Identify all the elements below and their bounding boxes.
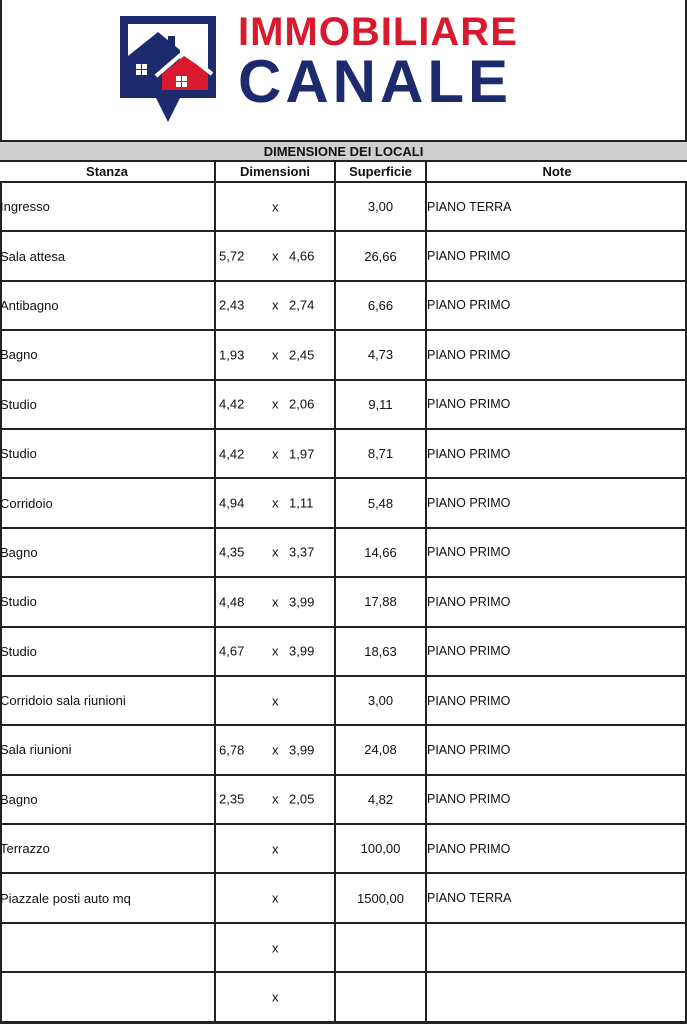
dimension-times: x bbox=[272, 791, 279, 807]
cell-superficie: 6,66 bbox=[335, 281, 426, 330]
cell-superficie: 14,66 bbox=[335, 528, 426, 577]
cell-superficie: 9,11 bbox=[335, 380, 426, 429]
brand-wordmark bbox=[238, 10, 568, 115]
cell-stanza: Studio bbox=[0, 380, 215, 429]
cell-superficie bbox=[335, 923, 426, 972]
brand-line-1: IMMOBILIARE bbox=[238, 10, 518, 54]
cell-superficie: 3,00 bbox=[335, 182, 426, 231]
dimensions-wrap bbox=[216, 430, 334, 477]
dimension-width: 1,97 bbox=[289, 446, 315, 462]
cell-superficie bbox=[335, 972, 426, 1021]
brand-line-2: CANALE bbox=[238, 48, 512, 115]
table-row bbox=[0, 231, 687, 280]
dimensions-wrap bbox=[216, 874, 334, 921]
cell-note: PIANO PRIMO bbox=[426, 478, 687, 527]
cell-note: PIANO PRIMO bbox=[426, 627, 687, 676]
dimensions-wrap bbox=[216, 825, 334, 872]
dimensions-wrap bbox=[216, 232, 334, 279]
header bbox=[0, 0, 687, 142]
dimension-times: x bbox=[272, 940, 279, 956]
dimension-length: 1,93 bbox=[219, 347, 245, 363]
cell-dimensioni bbox=[215, 775, 335, 824]
dimensions-wrap bbox=[216, 529, 334, 576]
dimension-times: x bbox=[272, 248, 279, 264]
table-row bbox=[0, 873, 687, 922]
dimensions-wrap bbox=[216, 381, 334, 428]
table-row bbox=[0, 824, 687, 873]
dimension-times: x bbox=[272, 396, 279, 412]
dimensions-wrap bbox=[216, 578, 334, 625]
cell-superficie: 4,73 bbox=[335, 330, 426, 379]
dimension-times: x bbox=[272, 297, 279, 313]
dimension-times: x bbox=[272, 594, 279, 610]
cell-dimensioni bbox=[215, 281, 335, 330]
cell-dimensioni bbox=[215, 577, 335, 626]
cell-note: PIANO PRIMO bbox=[426, 231, 687, 280]
dimension-times: x bbox=[272, 693, 279, 709]
cell-dimensioni bbox=[215, 676, 335, 725]
header-note: Note bbox=[426, 162, 687, 182]
rooms-table bbox=[0, 162, 687, 1023]
dimension-length: 5,72 bbox=[219, 248, 245, 264]
cell-dimensioni bbox=[215, 972, 335, 1021]
cell-note bbox=[426, 972, 687, 1021]
cell-stanza: Bagno bbox=[0, 330, 215, 379]
cell-note: PIANO TERRA bbox=[426, 182, 687, 231]
cell-dimensioni bbox=[215, 330, 335, 379]
dimension-length: 4,35 bbox=[219, 544, 245, 560]
cell-stanza bbox=[0, 923, 215, 972]
cell-stanza: Sala riunioni bbox=[0, 725, 215, 774]
table-row bbox=[0, 528, 687, 577]
dimension-length: 6,78 bbox=[219, 742, 245, 758]
cell-dimensioni bbox=[215, 627, 335, 676]
dimensions-wrap bbox=[216, 282, 334, 329]
dimension-length: 4,42 bbox=[219, 396, 245, 412]
dimension-length: 4,42 bbox=[219, 446, 245, 462]
cell-stanza: Corridoio bbox=[0, 478, 215, 527]
cell-note: PIANO PRIMO bbox=[426, 429, 687, 478]
table-header-row bbox=[0, 162, 687, 182]
table-row bbox=[0, 330, 687, 379]
table-title: DIMENSIONE DEI LOCALI bbox=[0, 142, 687, 162]
dimension-length: 2,35 bbox=[219, 791, 245, 807]
dimension-times: x bbox=[272, 347, 279, 363]
dimension-width: 2,05 bbox=[289, 791, 315, 807]
dimensions-wrap bbox=[216, 726, 334, 773]
dimension-times: x bbox=[272, 544, 279, 560]
cell-stanza: Corridoio sala riunioni bbox=[0, 676, 215, 725]
cell-stanza bbox=[0, 972, 215, 1021]
table-row bbox=[0, 725, 687, 774]
dimension-width: 3,37 bbox=[289, 544, 315, 560]
cell-stanza: Sala attesa bbox=[0, 231, 215, 280]
cell-note: PIANO PRIMO bbox=[426, 281, 687, 330]
cell-stanza: Studio bbox=[0, 627, 215, 676]
dimension-times: x bbox=[272, 742, 279, 758]
dimension-times: x bbox=[272, 841, 279, 857]
cell-superficie: 18,63 bbox=[335, 627, 426, 676]
cell-superficie: 100,00 bbox=[335, 824, 426, 873]
dimension-width: 3,99 bbox=[289, 742, 315, 758]
dimension-width: 2,06 bbox=[289, 396, 315, 412]
cell-superficie: 26,66 bbox=[335, 231, 426, 280]
dimension-length: 4,48 bbox=[219, 594, 245, 610]
dimensions-wrap bbox=[216, 479, 334, 526]
cell-note: PIANO PRIMO bbox=[426, 676, 687, 725]
cell-stanza: Bagno bbox=[0, 528, 215, 577]
table-row bbox=[0, 923, 687, 972]
table-row bbox=[0, 775, 687, 824]
cell-superficie: 24,08 bbox=[335, 725, 426, 774]
cell-note: PIANO PRIMO bbox=[426, 330, 687, 379]
cell-dimensioni bbox=[215, 824, 335, 873]
cell-note bbox=[426, 923, 687, 972]
table-row bbox=[0, 577, 687, 626]
cell-dimensioni bbox=[215, 528, 335, 577]
cell-stanza: Piazzale posti auto mq bbox=[0, 873, 215, 922]
table-body bbox=[0, 182, 687, 1022]
cell-superficie: 17,88 bbox=[335, 577, 426, 626]
cell-dimensioni bbox=[215, 478, 335, 527]
table-row bbox=[0, 182, 687, 231]
table-row bbox=[0, 972, 687, 1021]
cell-stanza: Ingresso bbox=[0, 182, 215, 231]
cell-stanza: Terrazzo bbox=[0, 824, 215, 873]
cell-stanza: Bagno bbox=[0, 775, 215, 824]
header-superficie: Superficie bbox=[335, 162, 426, 182]
cell-note: PIANO TERRA bbox=[426, 873, 687, 922]
dimension-times: x bbox=[272, 199, 279, 215]
cell-stanza: Studio bbox=[0, 577, 215, 626]
cell-note: PIANO PRIMO bbox=[426, 725, 687, 774]
header-dimensioni: Dimensioni bbox=[215, 162, 335, 182]
table-row bbox=[0, 429, 687, 478]
dimension-width: 1,11 bbox=[289, 495, 314, 511]
cell-stanza: Studio bbox=[0, 429, 215, 478]
dimensions-wrap bbox=[216, 183, 334, 230]
dimension-width: 2,74 bbox=[289, 297, 315, 313]
cell-note: PIANO PRIMO bbox=[426, 528, 687, 577]
cell-stanza: Antibagno bbox=[0, 281, 215, 330]
dimensions-wrap bbox=[216, 628, 334, 675]
cell-dimensioni bbox=[215, 429, 335, 478]
cell-note: PIANO PRIMO bbox=[426, 380, 687, 429]
dimension-width: 3,99 bbox=[289, 594, 315, 610]
house-logo-icon bbox=[118, 14, 218, 126]
dimensions-wrap bbox=[216, 677, 334, 724]
table-row bbox=[0, 676, 687, 725]
cell-superficie: 4,82 bbox=[335, 775, 426, 824]
dimension-width: 4,66 bbox=[289, 248, 315, 264]
dimension-length: 4,67 bbox=[219, 643, 245, 659]
table-row bbox=[0, 380, 687, 429]
dimension-times: x bbox=[272, 989, 279, 1005]
cell-superficie: 5,48 bbox=[335, 478, 426, 527]
dimension-width: 3,99 bbox=[289, 643, 315, 659]
cell-note: PIANO PRIMO bbox=[426, 824, 687, 873]
dimension-length: 4,94 bbox=[219, 495, 245, 511]
dimension-width: 2,45 bbox=[289, 347, 315, 363]
cell-superficie: 3,00 bbox=[335, 676, 426, 725]
cell-dimensioni bbox=[215, 231, 335, 280]
dimension-length: 2,43 bbox=[219, 297, 245, 313]
cell-dimensioni bbox=[215, 182, 335, 231]
cell-note: PIANO PRIMO bbox=[426, 775, 687, 824]
cell-dimensioni bbox=[215, 923, 335, 972]
cell-dimensioni bbox=[215, 380, 335, 429]
table-row bbox=[0, 281, 687, 330]
table-row bbox=[0, 627, 687, 676]
header-stanza: Stanza bbox=[0, 162, 215, 182]
dimensions-wrap bbox=[216, 973, 334, 1020]
cell-dimensioni bbox=[215, 725, 335, 774]
cell-superficie: 8,71 bbox=[335, 429, 426, 478]
dimension-times: x bbox=[272, 495, 279, 511]
cell-superficie: 1500,00 bbox=[335, 873, 426, 922]
cell-dimensioni bbox=[215, 873, 335, 922]
dimension-times: x bbox=[272, 643, 279, 659]
dimensions-wrap bbox=[216, 924, 334, 971]
dimension-times: x bbox=[272, 446, 279, 462]
cell-note: PIANO PRIMO bbox=[426, 577, 687, 626]
dimensions-wrap bbox=[216, 331, 334, 378]
table-row bbox=[0, 478, 687, 527]
dimension-times: x bbox=[272, 890, 279, 906]
dimensions-wrap bbox=[216, 776, 334, 823]
